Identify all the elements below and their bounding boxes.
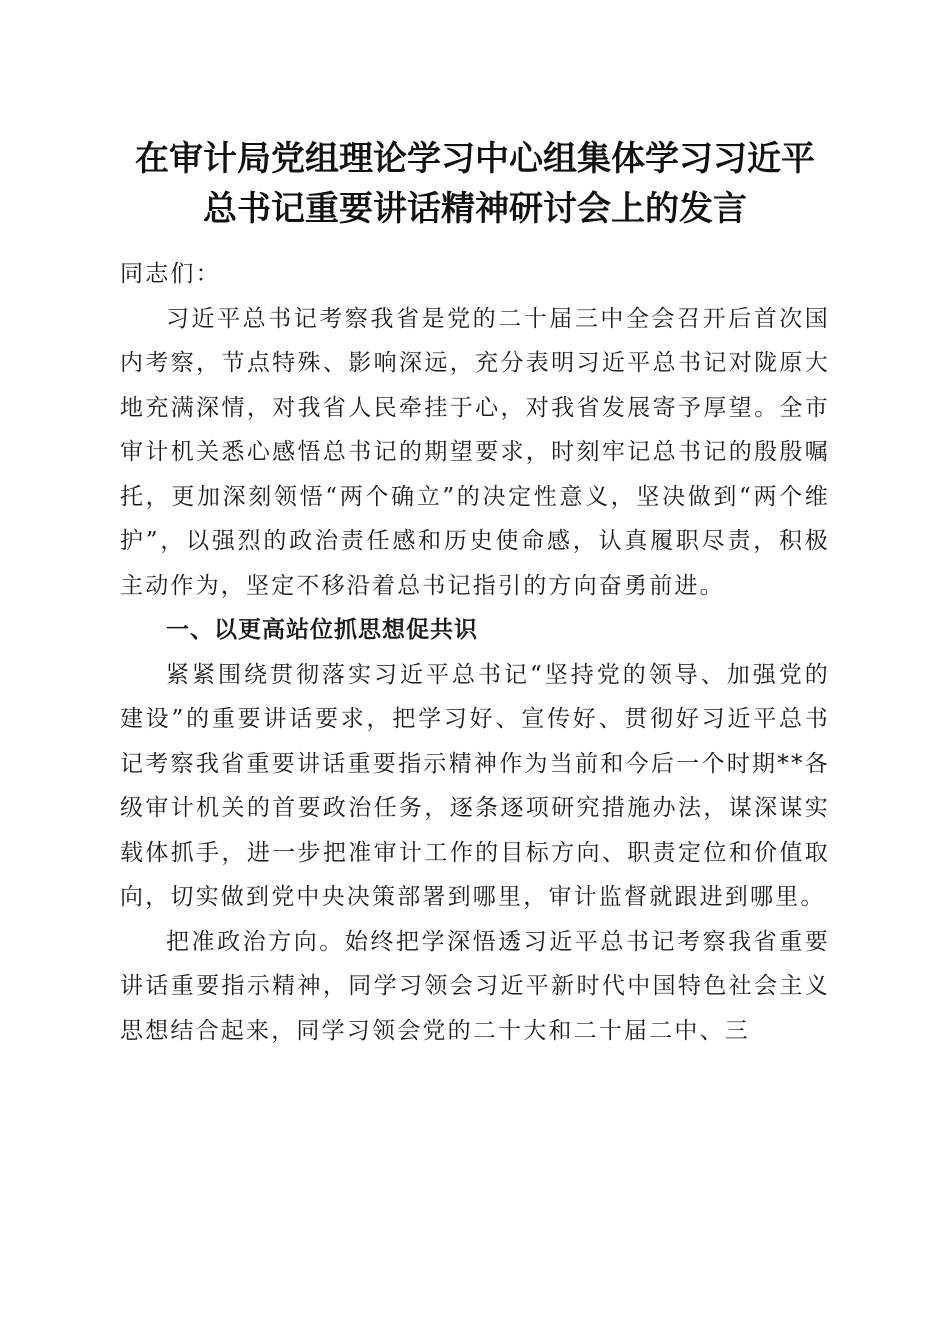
title-line-1: 在审计局党组理论学习中心组集体学习习近平 <box>135 139 815 179</box>
document-title <box>100 134 850 234</box>
paragraph-intro: 习近平总书记考察我省是党的二十届三中全会召开后首次国内考察，节点特殊、影响深远，充分表明习近平总书记对陇原大地充满深情，对我省人民牵挂于心，对我省发展寄予厚望。全市审计机关悉心感悟总书记的期望要求，时刻牢记总书记的殷殷嘱托，更加深刻领悟“两个确立”的决定性意义，坚决做到“两个维护”，以强烈的政治责任感和历史使命感，认真履职尽责，积极主动作为，坚定不移沿着总书记指引的方向奋勇前进。 <box>120 305 830 599</box>
paragraph-section-1: 紧紧围绕贯彻落实习近平总书记“坚持党的领导、加强党的建设”的重要讲话要求，把学习好、宣传好、贯彻好习近平总书记考察我省重要讲话重要指示精神作为当前和今后一个时期**各级审计机关的首要政治任务，逐条逐项研究措施办法，谋深谋实载体抓手，进一步把准审计工作的目标方向、职责定位和价值取向，切实做到党中央决策部署到哪里，审计监督就跟进到哪里。 <box>120 661 830 910</box>
section-heading-1: 一、以更高站位抓思想促共识 <box>166 617 478 643</box>
title-line-2: 总书记重要讲话精神研讨会上的发言 <box>203 189 747 229</box>
paragraph-political-direction: 把准政治方向。始终把学深悟透习近平总书记考察我省重要讲话重要指示精神，同学习领会习近平新时代中国特色社会主义思想结合起来，同学习领会党的二十大和二十届二中、三 <box>120 928 830 1044</box>
document-body <box>120 252 830 1053</box>
salutation: 同志们： <box>120 261 221 287</box>
